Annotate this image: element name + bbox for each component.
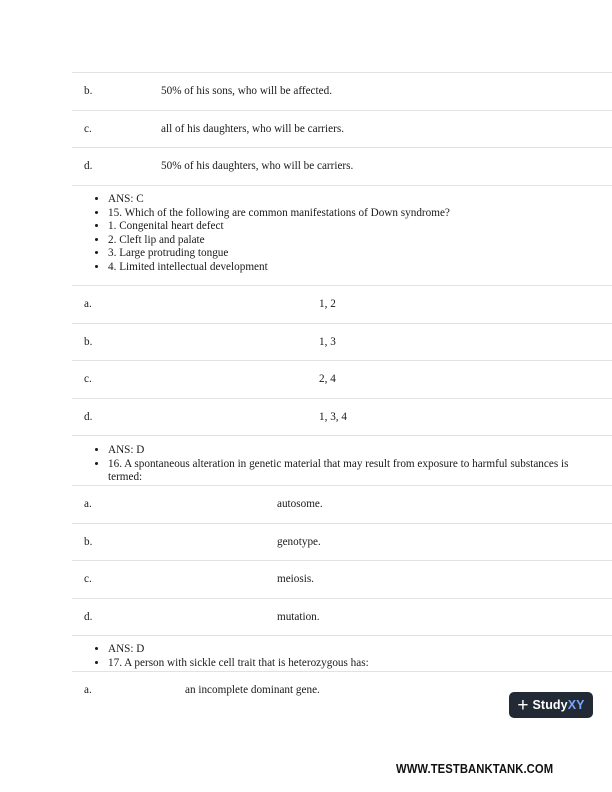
option-text: 1, 3, 4 [319,410,347,423]
answer-options-q16 [72,485,612,636]
option-letter: d. [84,410,93,423]
plus-icon: + [517,694,529,716]
question-choice: • 1. Congenital heart defect [108,220,578,234]
option-text: autosome. [277,498,323,510]
studyxy-logo-text: StudyXY [532,698,585,712]
option-letter: a. [84,298,92,310]
option-row [72,147,612,186]
option-letter: c. [84,573,92,585]
option-row [72,560,612,598]
question-stem: • 16. A spontaneous alteration in genetic material that may result from exposure to harmful substances is termed: [108,458,578,485]
option-letter: c. [84,373,92,385]
option-text: 1, 3 [319,335,336,348]
option-row [72,398,612,437]
option-row [72,360,612,398]
option-letter: a. [84,498,92,510]
option-row [72,285,612,323]
studyxy-badge[interactable] [509,692,593,718]
option-text: 50% of his daughters, who will be carriers. [161,160,354,172]
option-letter: a. [84,684,92,696]
answer-options-q15 [72,285,612,436]
option-text: 1, 2 [319,298,336,310]
option-letter: b. [84,535,93,548]
option-row [72,485,612,523]
question-stem: • 15. Which of the following are common manifestations of Down syndrome? [108,207,578,221]
option-letter: c. [84,122,92,135]
option-text: meiosis. [277,573,314,585]
answer-key: • ANS: D [108,444,578,458]
option-row [72,523,612,561]
question-16-block [90,444,578,485]
option-row [72,598,612,637]
option-row [72,110,612,148]
question-17-block [90,643,578,670]
option-row [72,323,612,361]
answer-key: • ANS: D [108,643,578,657]
question-stem: • 17. A person with sickle cell trait that is heterozygous has: [108,657,578,671]
option-row [72,72,612,110]
question-choice: • 2. Cleft lip and palate [108,234,578,248]
answer-key: • ANS: C [108,193,578,207]
footer-site-url: WWW.TESTBANKTANK.COM [396,762,554,776]
option-letter: b. [84,335,93,348]
option-letter: d. [84,610,93,623]
question-choice: • 4. Limited intellectual development [108,261,578,275]
option-text: all of his daughters, who will be carriers. [161,122,344,135]
option-text: mutation. [277,610,320,623]
option-text: 50% of his sons, who will be affected. [161,85,332,97]
question-choice: • 3. Large protruding tongue [108,247,578,261]
question-15-block [90,193,578,275]
option-letter: b. [84,85,93,97]
answer-options-q14 [72,72,612,186]
option-text: 2, 4 [319,373,336,385]
option-text: an incomplete dominant gene. [185,684,320,696]
option-text: genotype. [277,535,321,548]
option-letter: d. [84,160,93,172]
